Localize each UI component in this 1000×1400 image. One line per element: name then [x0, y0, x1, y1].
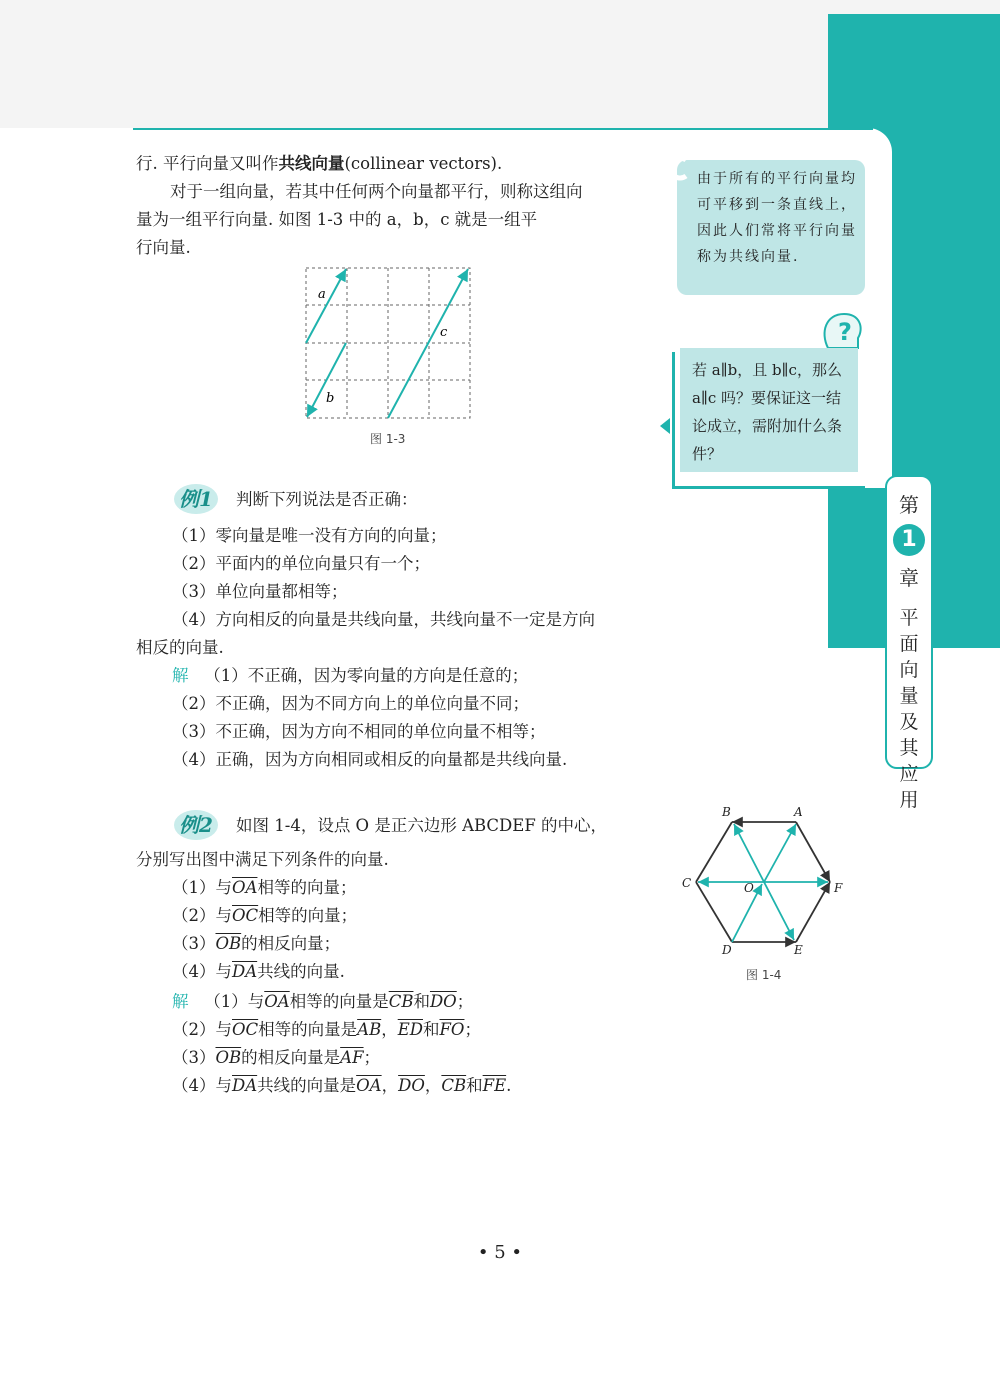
- example-1-item: 相反的向量.: [136, 638, 224, 657]
- chapter-title: 平面向量及其应用: [899, 607, 919, 811]
- solution-label: 解: [172, 666, 189, 685]
- vertex-A: A: [794, 805, 803, 819]
- example-1-item: （4）方向相反的向量是共线向量，共线向量不一定是方向: [172, 610, 595, 629]
- vector-OA: $\overline{OA}$: [232, 878, 258, 897]
- page-number: • 5 •: [477, 1242, 523, 1263]
- example-1-solution: [172, 662, 528, 690]
- figure-1-4: [680, 800, 850, 960]
- side-note-collinear: [677, 160, 865, 295]
- example-2-q4: （4）与$\overline{DA}$共线的向量.: [172, 962, 345, 981]
- example-2-q3: $(3)\overline{OB}$的相反向量；: [172, 934, 341, 953]
- intro-line-3: 量为一组平行向量. 如图 1-3 中的 a，b，c 就是一组平: [136, 210, 538, 229]
- question-note: [680, 348, 858, 472]
- example-2-q2: （2）与$\overline{OC}$相等的向量；: [172, 906, 358, 925]
- vertex-C: C: [682, 876, 692, 890]
- header-rule: [133, 128, 873, 130]
- vector-a: [306, 269, 346, 343]
- example-1-item: （2）平面内的单位向量只有一个；: [172, 554, 430, 573]
- side-note-text: 由于所有的平行向量均可平移到一条直线上，因此人们常将平行向量称为共线向量.: [697, 171, 857, 265]
- question-note-text: 若 a∥b，且 b∥c，那么 a∥c 吗？要保证这一结论成立，需附加什么条件？: [692, 361, 843, 463]
- solution-label: 解: [172, 992, 189, 1011]
- chapter-suffix: 章: [899, 566, 919, 590]
- intro-line-4: 行向量.: [136, 238, 191, 257]
- example-1-question: 判断下列说法是否正确：: [236, 490, 418, 509]
- example-1-badge: 例1: [174, 484, 218, 514]
- vector-OC: $\overline{OC}$: [232, 906, 259, 925]
- example-2-s2: （2）与$\overline{OC}$相等的向量是$\overline{AB}$，$\overline{ED}$和$\overline{FO}$；: [172, 1020, 481, 1039]
- center-O: O: [744, 881, 754, 895]
- example-2-q1: （1）与$\overline{OA}$相等的向量；: [172, 878, 357, 897]
- label-c: c: [440, 325, 448, 340]
- chapter-number: 1: [893, 524, 925, 556]
- vertex-D: D: [722, 943, 732, 957]
- intro-text: 行. 平行向量又叫作: [136, 154, 279, 173]
- example-1-item: （1）零向量是唯一没有方向的向量；: [172, 526, 447, 545]
- intro-line-1: [136, 150, 502, 178]
- figure-1-4-caption: 图 1-4: [746, 968, 782, 982]
- example-2-s4: （4）与$\overline{DA}$共线的向量是$\overline{OA}$，$\overline{DO}$，$\overline{CB}$和$\overline{FE}$.: [172, 1076, 512, 1095]
- term-collinear: 共线向量: [278, 154, 345, 173]
- vector-OB: $\overline{OB}$: [215, 934, 242, 953]
- chapter-label: [885, 475, 933, 811]
- vector-DA: $\overline{DA}$: [232, 962, 258, 981]
- note-pointer-icon: [658, 416, 672, 436]
- label-a: a: [318, 287, 326, 302]
- example-2-s3: $(3)\overline{OB}$的相反向量是$\overline{AF}$；: [172, 1048, 381, 1067]
- solution-line: （3）不正确，因为方向不相同的单位向量不相等；: [172, 722, 546, 741]
- vertex-F: F: [834, 881, 843, 895]
- vertex-B: B: [722, 805, 731, 819]
- term-english: (collinear vectors).: [344, 154, 503, 173]
- example-2-s1: 解 （1）与$\overline{OA}$相等的向量是$\overline{CB}$和$\overline{DO}$；: [172, 992, 474, 1011]
- vertex-E: E: [794, 943, 803, 957]
- figure-1-3: [300, 262, 476, 424]
- solution-line: （4）正确，因为方向相同或相反的向量都是共线向量.: [172, 750, 568, 769]
- solution-line: （2）不正确，因为不同方向上的单位向量不同；: [172, 694, 529, 713]
- solution-line: （1）不正确，因为零向量的方向是任意的；: [204, 666, 529, 685]
- intro-line-2: 对于一组向量，若其中任何两个向量都平行，则称这组向: [170, 182, 583, 201]
- chapter-prefix: 第: [899, 493, 919, 517]
- label-b: b: [326, 391, 335, 406]
- example-2-line-1: 如图 1-4，设点 O 是正六边形 ABCDEF 的中心，: [236, 816, 608, 835]
- note-arrow-icon: [664, 154, 694, 184]
- example-2-badge: 例2: [174, 810, 218, 840]
- svg-text:?: ?: [838, 318, 852, 346]
- example-2-line-2: 分别写出图中满足下列条件的向量.: [136, 850, 389, 869]
- example-1-item: （3）单位向量都相等；: [172, 582, 348, 601]
- figure-1-3-caption: 图 1-3: [370, 432, 406, 446]
